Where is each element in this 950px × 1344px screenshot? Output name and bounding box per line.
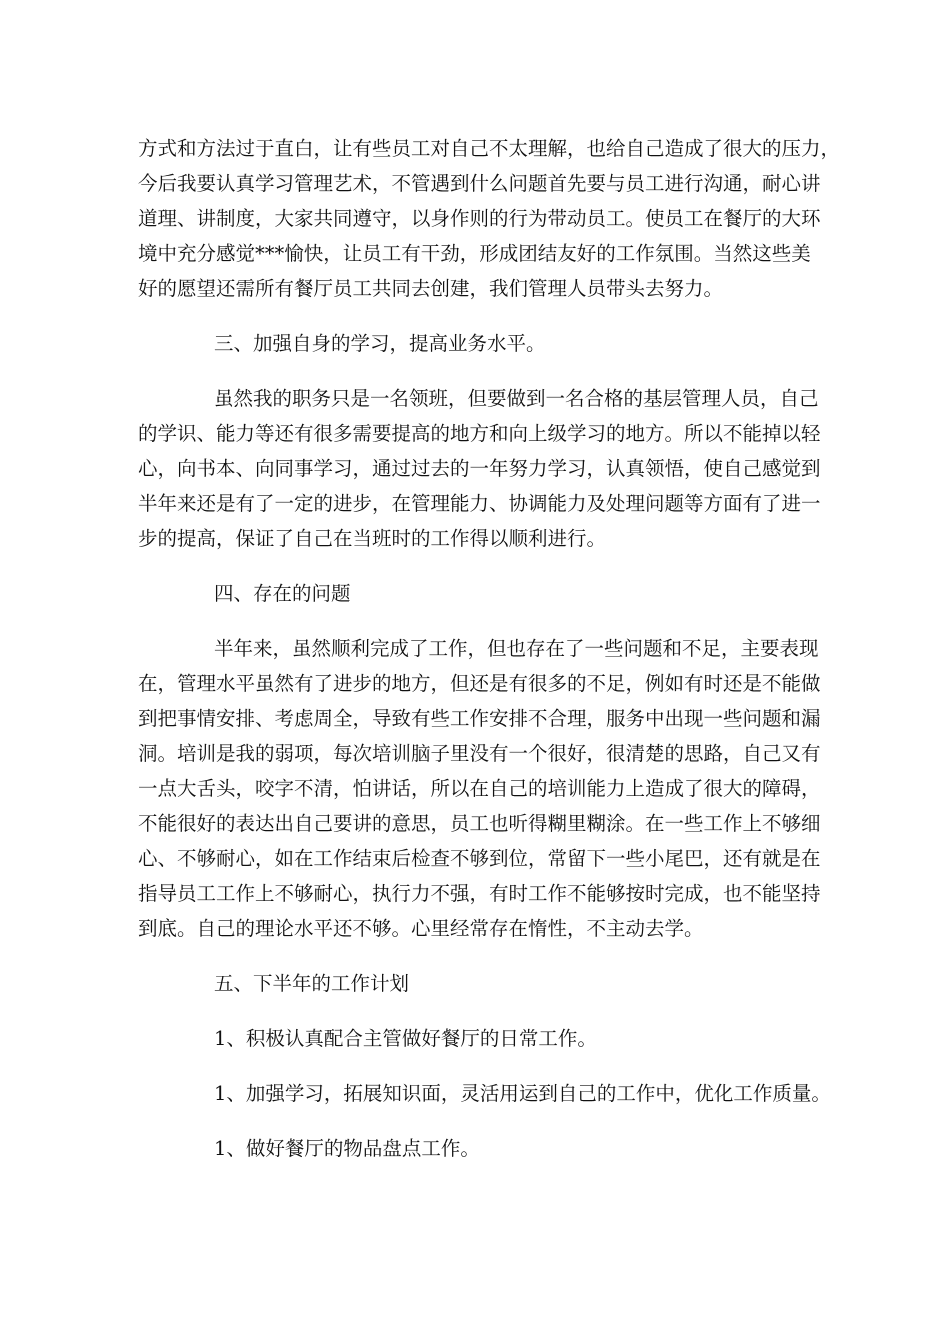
section-heading: 四、存在的问题 (214, 582, 351, 605)
paragraph-line: 今后我要认真学习管理艺术，不管遇到什么问题首先要与员工进行沟通，耐心讲 (138, 172, 821, 195)
paragraph-line: 到把事情安排、考虑周全，导致有些工作安排不合理，服务中出现一些问题和漏 (138, 707, 821, 730)
paragraph-line: 半年来还是有了一定的进步，在管理能力、协调能力及处理问题等方面有了进一 (138, 492, 821, 515)
paragraph-line: 好的愿望还需所有餐厅员工共同去创建，我们管理人员带头去努力。 (138, 277, 724, 300)
plan-item: 1、加强学习，拓展知识面，灵活用运到自己的工作中，优化工作质量。 (214, 1082, 831, 1105)
paragraph-line: 的学识、能力等还有很多需要提高的地方和向上级学习的地方。所以不能掉以轻 (138, 422, 821, 445)
paragraph-line: 不能很好的表达出自己要讲的意思，员工也听得糊里糊涂。在一些工作上不够细 (138, 812, 821, 835)
paragraph-line: 虽然我的职务只是一名领班，但要做到一名合格的基层管理人员，自己 (214, 387, 819, 410)
paragraph-line: 在，管理水平虽然有了进步的地方，但还是有很多的不足，例如有时还是不能做 (138, 672, 821, 695)
paragraph-line: 洞。培训是我的弱项，每次培训脑子里没有一个很好，很清楚的思路，自己又有 (138, 742, 821, 765)
paragraph-line: 一点大舌头，咬字不清，怕讲话，所以在自己的培训能力上造成了很大的障碍， (138, 777, 821, 800)
paragraph-line: 方式和方法过于直白，让有些员工对自己不太理解，也给自己造成了很大的压力， (138, 137, 841, 160)
paragraph-line: 心，向书本、向同事学习，通过过去的一年努力学习，认真领悟，使自己感觉到 (138, 457, 821, 480)
plan-item: 1、做好餐厅的物品盘点工作。 (214, 1137, 480, 1160)
paragraph-line: 道理、讲制度，大家共同遵守，以身作则的行为带动员工。使员工在餐厅的大环 (138, 207, 821, 230)
paragraph-line: 心、不够耐心，如在工作结束后检查不够到位，常留下一些小尾巴，还有就是在 (138, 847, 821, 870)
paragraph-line: 指导员工工作上不够耐心，执行力不强，有时工作不能够按时完成，也不能坚持 (138, 882, 821, 905)
section-heading: 五、下半年的工作计划 (214, 972, 410, 995)
paragraph-line: 步的提高，保证了自己在当班时的工作得以顺利进行。 (138, 527, 607, 550)
plan-item: 1、积极认真配合主管做好餐厅的日常工作。 (214, 1027, 597, 1050)
paragraph-line: 半年来，虽然顺利完成了工作，但也存在了一些问题和不足，主要表现 (214, 637, 819, 660)
paragraph-line: 到底。自己的理论水平还不够。心里经常存在惰性，不主动去学。 (138, 917, 704, 940)
paragraph-line: 境中充分感觉***愉快，让员工有干劲，形成团结友好的工作氛围。当然这些美 (138, 242, 811, 265)
section-heading: 三、加强自身的学习，提高业务水平。 (214, 332, 546, 355)
